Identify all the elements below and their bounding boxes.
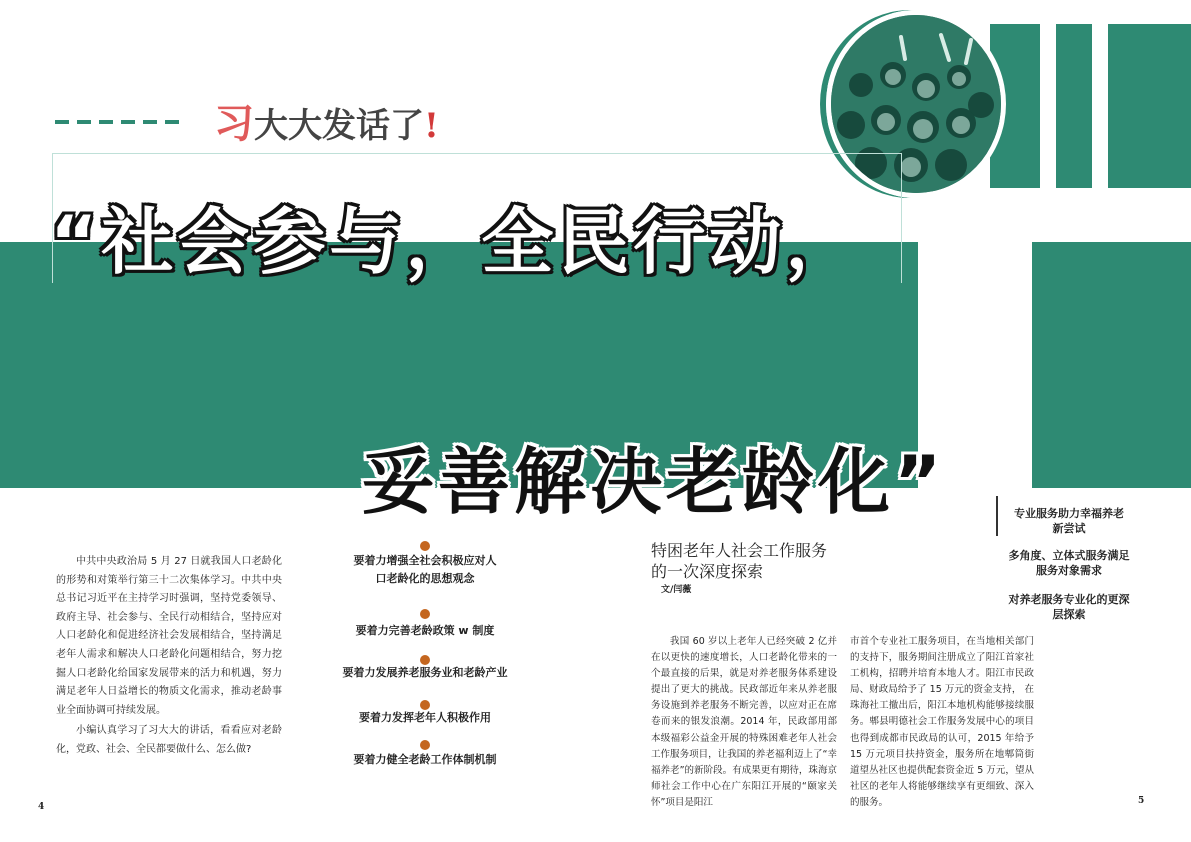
intro-paragraph-1: 中共中央政治局 5 月 27 日就我国人口老龄化的形势和对策举行第三十二次集体学习。中共中央总书记习近平在主持学习时强调，坚持党委领导、政府主导、社会参与、全民行动相结合，坚持应对人口老龄化和促进经济社会发展相结合，坚持满足老年人需求和解决人口老龄化问题相结合，努力挖掘人口老龄化给国家发展带来的活力和机遇，努力满足老年人日益增长的物质文化需求，推动老龄事业全面协调可持续发展。	[56, 556, 282, 716]
article-column-1-text: 我国 60 岁以上老年人已经突破 2 亿并在以更快的速度增长，人口老龄化带来的一个最直接的后果，就是对养老服务体系建设提出了更大的挑战。民政部近年来从养老服务设施到养老服务不断完善，以应对正在席卷而来的银发浪潮。2014 年，民政部用部本级福彩公益金开展的特殊困难老年人社会工作服务项目，让我国的养老福利迈上了“幸福养老”的新阶段。有成果更有期待，珠海京师社会工作中心在广东阳江开展的“颐家关怀”项目是阳江	[651, 636, 837, 808]
headline-line-2: 妥善解决老龄化”	[362, 440, 946, 524]
header-title-text: 大大发话了	[254, 106, 424, 146]
point-item-4: 要着力发挥老年人积极作用	[359, 711, 491, 724]
headline-line-1: “社会参与，全民行动，	[50, 200, 862, 284]
page-number-left: 4	[38, 802, 45, 812]
green-band-right	[1032, 242, 1191, 488]
intro-paragraph-2: 小编认真学习了习大大的讲话，看看应对老龄化，党政、社会、全民都要做什么、怎么做?	[56, 725, 282, 755]
sidebar-rule	[996, 496, 998, 536]
header-accent-char: 习	[214, 100, 254, 147]
article-title: 特困老年人社会工作服务的一次深度探索	[651, 541, 828, 581]
green-stripe-3	[1108, 24, 1191, 188]
page-number-right: 5	[1138, 796, 1145, 806]
green-stripe-2	[1056, 24, 1092, 188]
article-column-2-text: 市首个专业社工服务项目，在当地相关部门的支持下，服务期间注册成立了阳江首家社工机构，招聘并培育本地人才。阳江市民政局、财政局给予了 15 万元的资金支持， 在珠海社工撤出后，阳江本地机构能够接续服务。郫县明德社会工作服务发展中心的项目也得到成都市民政局的认可，2015 年给予 15 万元项目扶持资金，服务所在地郫筒街道望丛社区也提供配套资金近 5 万元，望从社区的老年人将能够继续享有更细致、深入的服务。	[850, 636, 1034, 808]
header-dash-rule	[55, 120, 187, 124]
intro-text	[56, 553, 282, 760]
section-header	[214, 100, 439, 147]
sidebar-item-2: 多角度、立体式服务满足服务对象需求	[1008, 549, 1130, 577]
sidebar-item-3: 对养老服务专业化的更深层探索	[1008, 593, 1130, 621]
point-item-2: 要着力完善老龄政策 w 制度	[355, 624, 495, 637]
point-item-5: 要着力健全老龄工作体制机制	[353, 753, 497, 766]
bullet-dot	[420, 740, 430, 750]
article-author: 文/闫薇	[661, 585, 692, 595]
bullet-dot	[420, 541, 430, 551]
point-item-1: 要着力增强全社会积极应对人口老龄化的思想观念	[353, 554, 497, 585]
article-column-2	[850, 634, 1034, 811]
header-exclaim: !	[424, 106, 439, 146]
sidebar-item-1: 专业服务助力幸福养老新尝试	[1014, 507, 1124, 535]
bullet-dot	[420, 609, 430, 619]
article-column-1	[651, 634, 837, 811]
point-item-3: 要着力发展养老服务业和老龄产业	[342, 666, 508, 679]
